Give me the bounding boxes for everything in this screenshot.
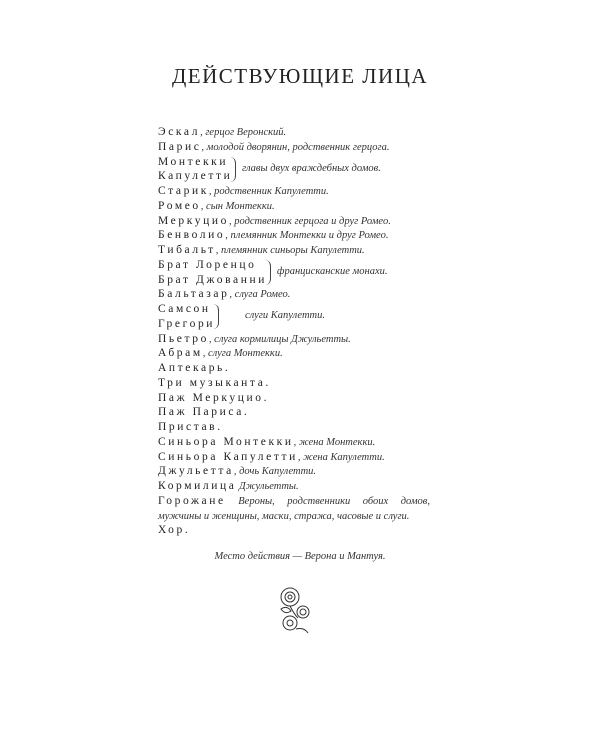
character-description: , слуга Монтекки. (202, 348, 283, 360)
character-description: слуги Капулетти. (245, 310, 325, 321)
character-description: Джульетты. (236, 481, 299, 492)
character-name: Хор. (158, 524, 191, 537)
list-item (158, 287, 448, 302)
list-item (158, 214, 448, 229)
character-description: , племянник синьоры Капулетти. (215, 245, 365, 256)
character-description: , слуга кормилицы Джульетты. (208, 333, 351, 345)
character-name: Самсон (158, 303, 211, 315)
character-name: Капулетти (158, 170, 233, 183)
character-name: Кормилица (158, 480, 237, 492)
list-item (158, 523, 448, 538)
floral-ornament-icon (276, 585, 316, 635)
character-name: Три музыканта. (158, 376, 271, 389)
list-item (158, 435, 448, 450)
list-item (158, 125, 448, 140)
character-description: Вероны, родственники обоих домов, (225, 495, 430, 507)
character-name: Эскал (158, 126, 201, 138)
character-name: Пристав. (158, 421, 223, 433)
list-item (158, 140, 448, 155)
list-item (158, 450, 448, 465)
brace (265, 260, 271, 285)
character-name: Тибальт (158, 244, 216, 256)
character-description: , герцог Веронский. (200, 127, 287, 138)
character-name: Паж Меркуцио. (158, 391, 270, 404)
list-item (158, 361, 448, 376)
character-name: Ромео (158, 199, 201, 212)
character-name: Горожане (158, 494, 226, 507)
character-name: Брат Лоренцо (158, 258, 257, 271)
character-name: Монтекки (158, 155, 229, 168)
character-description: , сын Монтекки. (200, 200, 275, 212)
character-description: мужчины и женщины, маски, стража, часовые и слуги. (158, 510, 410, 522)
page-title: ДЕЙСТВУЮЩИЕ ЛИЦА (171, 64, 429, 88)
character-name: Пьетро (158, 332, 209, 345)
list-item (158, 494, 430, 509)
character-name: Синьора Капулетти (158, 450, 298, 463)
character-description: главы двух враждебных домов. (242, 162, 381, 174)
character-description: , жена Монтекки. (293, 436, 376, 448)
list-item (158, 391, 448, 406)
list-item (158, 346, 448, 361)
list-item (158, 228, 448, 243)
character-description: , родственник Капулетти. (208, 186, 329, 197)
setting-note: Место действия — Верона и Мантуя. (214, 551, 386, 562)
character-name: Грегори (158, 317, 216, 330)
character-description: , молодой дворянин, родственник герцога. (201, 141, 390, 153)
character-list (158, 125, 448, 538)
list-item (158, 376, 448, 391)
list-item (158, 405, 448, 420)
brace (230, 157, 236, 182)
character-group (158, 258, 448, 288)
character-group (158, 302, 448, 332)
character-name: Паж Париса. (158, 406, 250, 419)
list-item (158, 464, 448, 479)
character-name: Бальтазар (158, 288, 230, 301)
character-name: Парис (158, 140, 202, 153)
list-item (158, 479, 448, 494)
character-name: Абрам (158, 347, 203, 360)
character-description: , жена Капулетти. (297, 451, 385, 463)
character-name: Джульетта (158, 465, 234, 478)
list-item (158, 332, 448, 347)
character-description: , племянник Монтекки и друг Ромео. (225, 230, 389, 242)
character-group (158, 155, 448, 185)
character-description: , слуга Ромео. (229, 289, 291, 301)
character-name: Аптекарь. (158, 362, 231, 374)
character-name: Меркуцио (158, 214, 229, 227)
character-description: , родственник герцога и друг Ромео. (228, 215, 391, 227)
brace (213, 304, 219, 329)
character-name: Старик (158, 185, 209, 197)
list-item (158, 199, 448, 214)
character-description: францисканские монахи. (277, 265, 388, 277)
list-item (158, 243, 448, 258)
character-description: , дочь Капулетти. (233, 466, 317, 478)
character-name: Брат Джованни (158, 273, 267, 286)
character-name: Синьора Монтекки (158, 435, 294, 448)
list-item (158, 420, 448, 435)
list-item (158, 184, 448, 199)
character-name: Бенволио (158, 229, 226, 242)
